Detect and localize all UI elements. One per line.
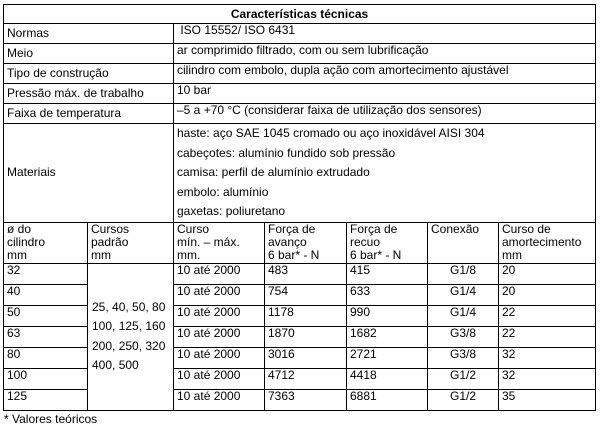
materials-item: embolo: alumínio [177,184,269,199]
spec-row-pressao [4,84,596,104]
cursos-padrao-line: 200, 250, 320 [92,338,166,353]
cell-diametro: 80 [4,347,88,368]
cell-curso: 10 até 2000 [174,368,265,389]
cell-curso: 10 até 2000 [174,389,265,410]
footnote: * Valores teóricos [4,412,98,426]
cell-curso: 10 até 2000 [174,305,265,326]
spec-row-normas [4,24,596,44]
cell-conexao: G1/2 [428,389,499,410]
cell-amortecimento: 20 [499,284,596,305]
cell-avanco: 4712 [265,368,347,389]
cursos-padrao-line: 400, 500 [92,358,139,373]
row-value: ar comprimido filtrado, com ou sem lubrificação [174,44,596,64]
materials-item: camisa: perfil de alumínio extrudado [177,165,370,180]
row-value: cilindro com embolo, dupla ação com amortecimento ajustável [174,64,596,84]
cell-conexao: G1/8 [428,263,499,284]
spec-row-tipo-construcao [4,64,596,84]
cell-conexao: G3/8 [428,326,499,347]
cursos-padrao-line: 25, 40, 50, 80 [92,299,166,314]
cell-conexao: G1/4 [428,284,499,305]
cell-recuo: 1682 [347,326,428,347]
row-label: Faixa de temperatura [4,104,174,124]
column-header-forca-recuo: Força de recuo 6 bar* - N [347,222,428,263]
cell-curso: 10 até 2000 [174,326,265,347]
materials-item: gaxetas: poliuretano [177,204,286,219]
column-header-row [4,222,596,263]
cell-diametro: 32 [4,263,88,284]
column-header-curso-min-max: Curso mín. – máx. mm. [174,222,265,263]
cell-conexao: G3/8 [428,347,499,368]
column-header-curso-amortecimento: Curso de amortecimento mm [499,222,596,263]
cell-diametro: 100 [4,368,88,389]
row-label: Meio [4,44,174,64]
cell-avanco: 1178 [265,305,347,326]
cell-recuo: 633 [347,284,428,305]
materials-item: cabeçotes: alumínio fundido sob pressão [177,145,396,160]
cell-recuo: 4418 [347,368,428,389]
cursos-padrao-cell [88,263,174,410]
row-label: Pressão máx. de trabalho [4,84,174,104]
column-header-cursos-padrao: Cursos padrão mm [88,222,174,263]
cell-conexao: G1/2 [428,368,499,389]
table-title: Características técnicas [4,5,596,24]
cell-avanco: 7363 [265,389,347,410]
row-value: 10 bar [174,84,596,104]
spec-row-temperatura [4,104,596,124]
cell-amortecimento: 22 [499,326,596,347]
materials-item: haste: aço SAE 1045 cromado ou aço inoxidável AISI 304 [177,126,485,140]
column-header-conexao: Conexão [428,222,499,263]
cell-amortecimento: 35 [499,389,596,410]
row-value: ISO 15552/ ISO 6431 [174,24,596,44]
spec-row-materiais [4,124,596,223]
spec-row-meio [4,44,596,64]
column-header-diametro: ø do cilindro mm [4,222,88,263]
cell-diametro: 50 [4,305,88,326]
cell-avanco: 1870 [265,326,347,347]
cell-diametro: 125 [4,389,88,410]
row-label: Normas [4,24,174,44]
cell-recuo: 415 [347,263,428,284]
materials-label: Materiais [4,124,174,223]
materials-list [174,124,596,223]
cell-amortecimento: 20 [499,263,596,284]
cell-recuo: 2721 [347,347,428,368]
cell-avanco: 3016 [265,347,347,368]
cell-avanco: 754 [265,284,347,305]
column-header-forca-avanco: Força de avanço 6 bar* - N [265,222,347,263]
cell-diametro: 63 [4,326,88,347]
row-value: –5 a +70 °C (considerar faixa de utilização dos sensores) [174,104,596,124]
cell-conexao: G1/4 [428,305,499,326]
cell-amortecimento: 32 [499,368,596,389]
row-label: Tipo de construção [4,64,174,84]
cell-diametro: 40 [4,284,88,305]
spec-table [3,4,596,411]
cell-curso: 10 até 2000 [174,284,265,305]
cell-curso: 10 até 2000 [174,263,265,284]
cell-amortecimento: 32 [499,347,596,368]
cell-recuo: 6881 [347,389,428,410]
cell-avanco: 483 [265,263,347,284]
cell-recuo: 990 [347,305,428,326]
table-row [4,263,596,284]
cell-curso: 10 até 2000 [174,347,265,368]
cursos-padrao-line: 100, 125, 160 [92,319,166,334]
cell-amortecimento: 22 [499,305,596,326]
